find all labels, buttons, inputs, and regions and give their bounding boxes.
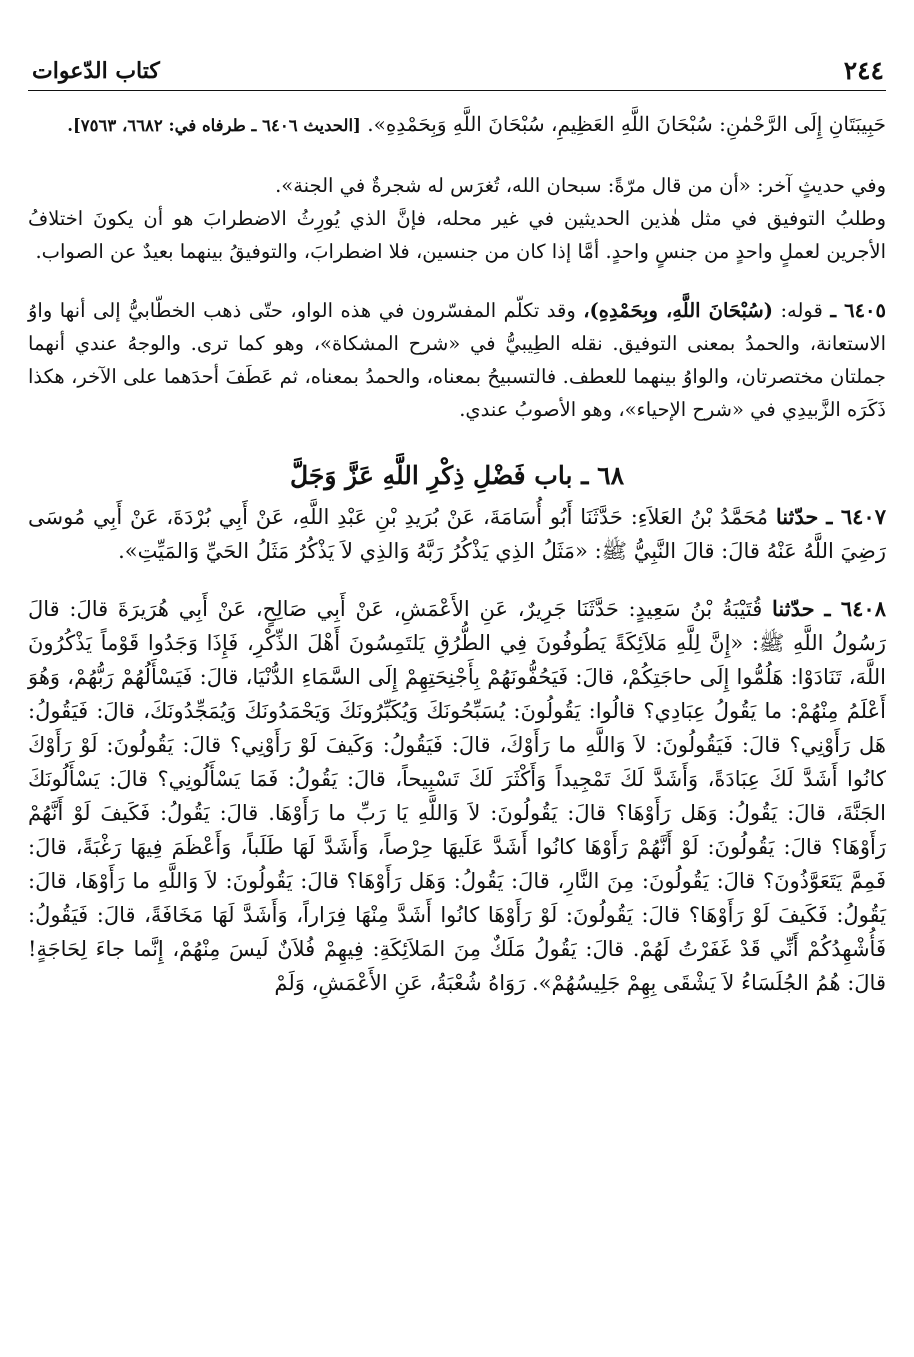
hadith-number: ٦٤٠٨ ـ (824, 596, 886, 621)
hadith-number: ٦٤٠٥ ـ (830, 299, 887, 322)
commentary-lead: قوله: (780, 299, 823, 322)
hadith-6408 (28, 592, 886, 1000)
quoted-phrase: (سُبْحَانَ اللَّهِ، وبِحَمْدِهِ)، (583, 299, 773, 322)
hadith-number: ٦٤٠٧ ـ (826, 504, 886, 529)
commentary-text: وقد تكلّم المفسّرون في هذه الواو، حتّى ذهب الخطّابيُّ إلى أنها واوُ الاستعانة، والحمدُ بمعنى التوفيق. نقله الطِيبيُّ في «شرح المشكاة»، وهو كما ترى. والوجهُ عندي أنهما جملتان مختصرتان، والواوُ بينهما للعطف. فالتسبيحُ بمعناه، والحمدُ بمعناه، ثم عَطَفَ أحدَهما على الآخر، هكذا ذَكَرَه الزَّبيدِي في «شرح الإحياء»، وهو الأصوبُ عندي. (28, 299, 886, 421)
footnote-text: حَبِيبَتَانِ إِلَى الرَّحْمٰنِ: سُبْحَانَ اللَّهِ العَظِيمِ، سُبْحَانَ اللَّهِ وَبِحَمْدِهِ». (367, 112, 886, 136)
hadith-text: مُحَمَّدُ بْنُ العَلاَءِ: حَدَّثَنَا أَبُو أُسَامَةَ، عَنْ بُرَيدِ بْنِ عَبْدِ اللَّهِ، عَنْ أَبِي بُرْدَةَ، عَنْ أَبِي مُوسَى رَضِيَ اللَّهُ عَنْهُ قالَ: قالَ النَّبِيُّ ﷺ: «مَثَلُ الذِي يَذْكُرُ رَبَّهُ وَالذِي لاَ يَذْكُرُ مَثَلُ الحَيِّ وَالمَيِّتِ». (28, 505, 886, 563)
narration-opener: حدّثنا (775, 504, 819, 529)
footnote-continuation (28, 107, 886, 143)
narration-opener: حدّثنا (772, 596, 815, 621)
hadith-text: قُتَيْبَةُ بْنُ سَعِيدٍ: حَدَّثَنَا جَرِيرٌ، عَنِ الأَعْمَشِ، عَنْ أَبِي صَالِحٍ، عَنْ أَبِي هُرَيرَةَ قالَ: قالَ رَسُولُ اللَّهِ ﷺ: «إِنَّ لِلَّهِ مَلاَئِكَةً يَطُوفُونَ فِي الطُّرُقِ يَلتَمِسُونَ أَهْلَ الذِّكْرِ، فَإِذَا وَجَدُوا قَوْماً يَذْكُرُونَ اللَّهَ، تَنَادَوْا: هَلُمُّوا إِلَى حاجَتِكُمْ، قالَ: فَيَحُفُّونَهُمْ بِأَجْنِحَتِهِمْ إِلَى السَّمَاءِ الدُّنْيَا، قالَ: فَيَسْأَلُهُمْ رَبُّهُمْ، وَهُوَ أَعْلَمُ مِنْهُمْ: ما يَقُولُ عِبَادِي؟ قالُوا: يَقُولُونَ: يُسَبِّحُونَكَ وَيُكَبِّرُونَكَ وَيَحْمَدُونَكَ وَيُمَجِّدُونَكَ، قالَ: فَيَقُولُ: هَل رَأَوْنِي؟ قالَ: فَيَقُولُونَ: لاَ وَاللَّهِ ما رَأَوْكَ، قالَ: فَيَقُولُ: وَكَيفَ لَوْ رَأَوْنِي؟ قالَ: يَقُولُونَ: لَوْ رَأَوْكَ كانُوا أَشَدَّ لَكَ عِبَادَةً، وَأَشَدَّ لَكَ تَمْجِيداً وَأَكْثَرَ لَكَ تَسْبِيحاً، قالَ: يَقُولُ: فَمَا يَسْأَلُونِي؟ قالَ: يَسْأَلُونَكَ الجَنَّةَ، قالَ: يَقُولُ: وَهَل رَأَوْهَا؟ قالَ: يَقُولُونَ: لاَ وَاللَّهِ يَا رَبِّ ما رَأَوْهَا. قالَ: يَقُولُ: فَكَيفَ لَوْ أَنَّهُمْ رَأَوْهَا؟ قالَ: يَقُولُونَ: لَوْ أَنَّهُمْ رَأَوْهَا كانُوا أَشَدَّ عَلَيهَا حِرْصاً، وَأَشَدَّ لَهَا طَلَباً، وَأَعْظَمَ فِيهَا رَغْبَةً، قالَ: فَمِمَّ يَتَعَوَّذُونَ؟ قالَ: يَقُولُونَ: مِنَ النَّارِ، قالَ: يَقُولُ: وَهَل رَأَوْهَا؟ قالَ: يَقُولُونَ: لاَ وَاللَّهِ ما رَأَوْهَا، قالَ: يَقُولُ: فَكَيفَ لَوْ رَأَوْهَا؟ قالَ: يَقُولُونَ: لَوْ رَأَوْهَا كانُوا أَشَدَّ مِنْهَا فِرَاراً، وَأَشَدَّ لَهَا مَخَافَةً، قالَ: فَيَقُولُ: فَأُشْهِدُكُمْ أَنِّي قَدْ غَفَرْتُ لَهُمْ. قالَ: يَقُولُ مَلَكٌ مِنَ المَلاَئِكَةِ: فِيهِمْ فُلاَنٌ لَيسَ مِنْهُمْ، إِنَّما جاءَ لِحَاجَةٍ! قالَ: هُمُ الجُلَسَاءُ لاَ يَشْقَى بِهِمْ جَلِيسُهُمْ». رَوَاهُ شُعْبَةُ، عَنِ الأَعْمَشِ، وَلَمْ (28, 597, 886, 995)
page-header (28, 50, 886, 91)
hadith-cross-reference: [الحديث ٦٤٠٦ ـ طرفاه في: ٦٦٨٢، ٧٥٦٣]. (67, 116, 361, 135)
chapter-heading: ٦٨ ـ باب فَضْلِ ذِكْرِ اللَّهِ عَزَّ وَجَلَّ (289, 461, 625, 490)
paragraph-reconciliation: وطلبُ التوفيق في مثل هٰذين الحديثين في غير محله، فإنَّ الذي يُورِثُ الاضطرابَ هو أن يكونَ اختلافُ الأجرين لعملٍ واحدٍ من جنسٍ واحدٍ. أمَّا إذا كان من جنسين، فلا اضطرابَ، والتوفيقُ بينهما بعيدٌ عن الصواب. (28, 207, 886, 263)
paragraph-other-hadith: وفي حديثٍ آخر: «أن من قال مرّةً: سبحان الله، تُغرَس له شجرةٌ في الجنة». (275, 174, 886, 197)
hadith-6407 (28, 500, 886, 568)
book-page (28, 50, 886, 1000)
page-number: ٢٤٤ (843, 56, 884, 85)
book-title: كتاب الدّعوات (32, 58, 160, 84)
commentary-6405 (28, 294, 886, 426)
